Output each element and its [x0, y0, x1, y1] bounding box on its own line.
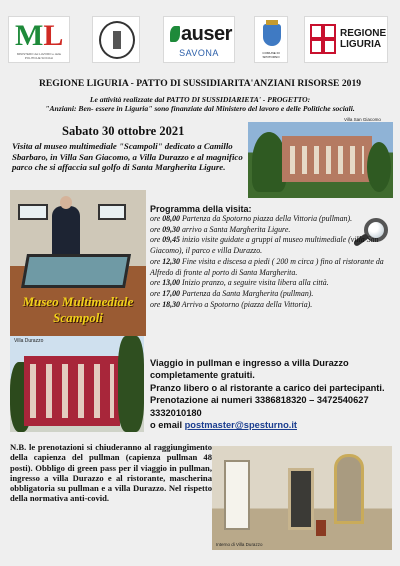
- ministero-logo-caption: MINISTERO del LAVORO e delle POLITICHE SOCIALI: [16, 52, 62, 60]
- booking-note: N.B. le prenotazioni si chiuderanno al raggiungimento della capienza del pullman (capienza pullman 48 posti). Obbligo di green pass per il viaggio in pullman, ingresso a villa Durazzo e al ristorante, mascherina obbligatoria su pullman e a villa Durazzo. Nel rispetto della normativa anti-covid.: [10, 442, 212, 504]
- travel-info: [150, 357, 395, 431]
- villa-durazzo-interior-photo: [212, 446, 392, 550]
- travel-info-line1: Viaggio in pullman e ingresso a villa Durazzo completamente gratuiti.: [150, 358, 349, 381]
- page-title: REGIONE LIGURIA - PATTO DI SUSSIDIARITA'ANZIANI RISORSE 2019: [38, 78, 362, 89]
- email-prefix: o email: [150, 420, 185, 431]
- villa-san-giacomo-caption: Villa San Giacomo: [344, 117, 381, 122]
- program-item: ore 13,00 Inizio pranzo, a seguire visita libera alla città.: [150, 278, 329, 288]
- program-item: ore 12,30 Fine visita e discesa a piedi ( 200 m circa ) fino al ristorante da Alfredo di fronte al porto di Santa Margherita.: [150, 256, 384, 277]
- subtitle-line-1: Le attività realizzate dal PATTO DI SUSSIDIARIETA' - PROGETTO:: [89, 95, 311, 104]
- regione-liguria-logo: [304, 16, 388, 63]
- program-item: ore 09,45 inizio visite guidate a gruppi al museo multimediale (villa San Giacomo), il parco e villa Durazzo.: [150, 235, 379, 256]
- villa-durazzo-caption: Villa Durazzo: [14, 338, 44, 344]
- program-item: ore 09,30 arrivo a Santa Margherita Ligure.: [150, 224, 291, 234]
- regione-logo-line2: LIGURIA: [340, 39, 382, 50]
- program-item: ore 18,30 Arrivo a Spotorno (piazza della Vittoria).: [150, 299, 313, 309]
- association-seal-logo: [92, 16, 140, 63]
- program-item: ore 17,00 Partenza da Santa Margherita (pullman).: [150, 288, 314, 298]
- auser-logo-name: auser: [170, 23, 232, 46]
- travel-info-line2: Pranzo libero o al ristorante a carico dei partecipanti.: [150, 382, 385, 393]
- regione-logo-line1: REGIONE: [340, 28, 387, 39]
- villa-san-giacomo-photo: [248, 122, 393, 198]
- comune-crest-logo: [254, 16, 288, 63]
- program-item: ore 08,00 Partenza da Spotorno piazza della Vittoria (pullman).: [150, 214, 353, 223]
- page-subtitle: [12, 95, 388, 113]
- subtitle-line-2: "Anziani: Ben- essere in Liguria" sono finanziate dal Ministero del lavoro e delle Politiche sociali.: [45, 104, 355, 113]
- auser-logo-city: SAVONA: [179, 48, 219, 58]
- liguria-shield-icon: [310, 24, 336, 54]
- program-title: Programma della visita:: [150, 204, 252, 214]
- booking-phones: Prenotazione ai numeri 3386818320 – 3472540627 3332010180: [150, 395, 369, 418]
- villa-durazzo-photo: [10, 336, 144, 432]
- interior-caption: Interno di Villa Durazzo: [216, 542, 263, 547]
- ministero-logo: ML MINISTERO del LAVORO e delle POLITICHE SOCIALI: [8, 16, 70, 63]
- crest-icon: [263, 24, 281, 46]
- museum-photo: [10, 190, 146, 336]
- museum-label-line1: Museo Multimediale: [22, 294, 134, 309]
- comune-crest-caption: COMUNE DI SPOTORNO: [262, 51, 280, 59]
- event-date: Sabato 30 ottobre 2021: [62, 124, 185, 138]
- museum-label-line2: Scampoli: [53, 310, 103, 325]
- auser-logo: [163, 16, 235, 63]
- event-intro: Visita al museo multimediale "Scampoli" dedicato a Camillo Sbarbaro, in Villa San Giacomo, a Villa Durazzo e al magnifico parco che si affaccia sul golfo di Santa Margherita Ligure.: [12, 141, 243, 173]
- seal-icon: [99, 21, 135, 59]
- program-list: [150, 214, 390, 310]
- email-link[interactable]: postmaster@spesturno.it: [184, 420, 298, 431]
